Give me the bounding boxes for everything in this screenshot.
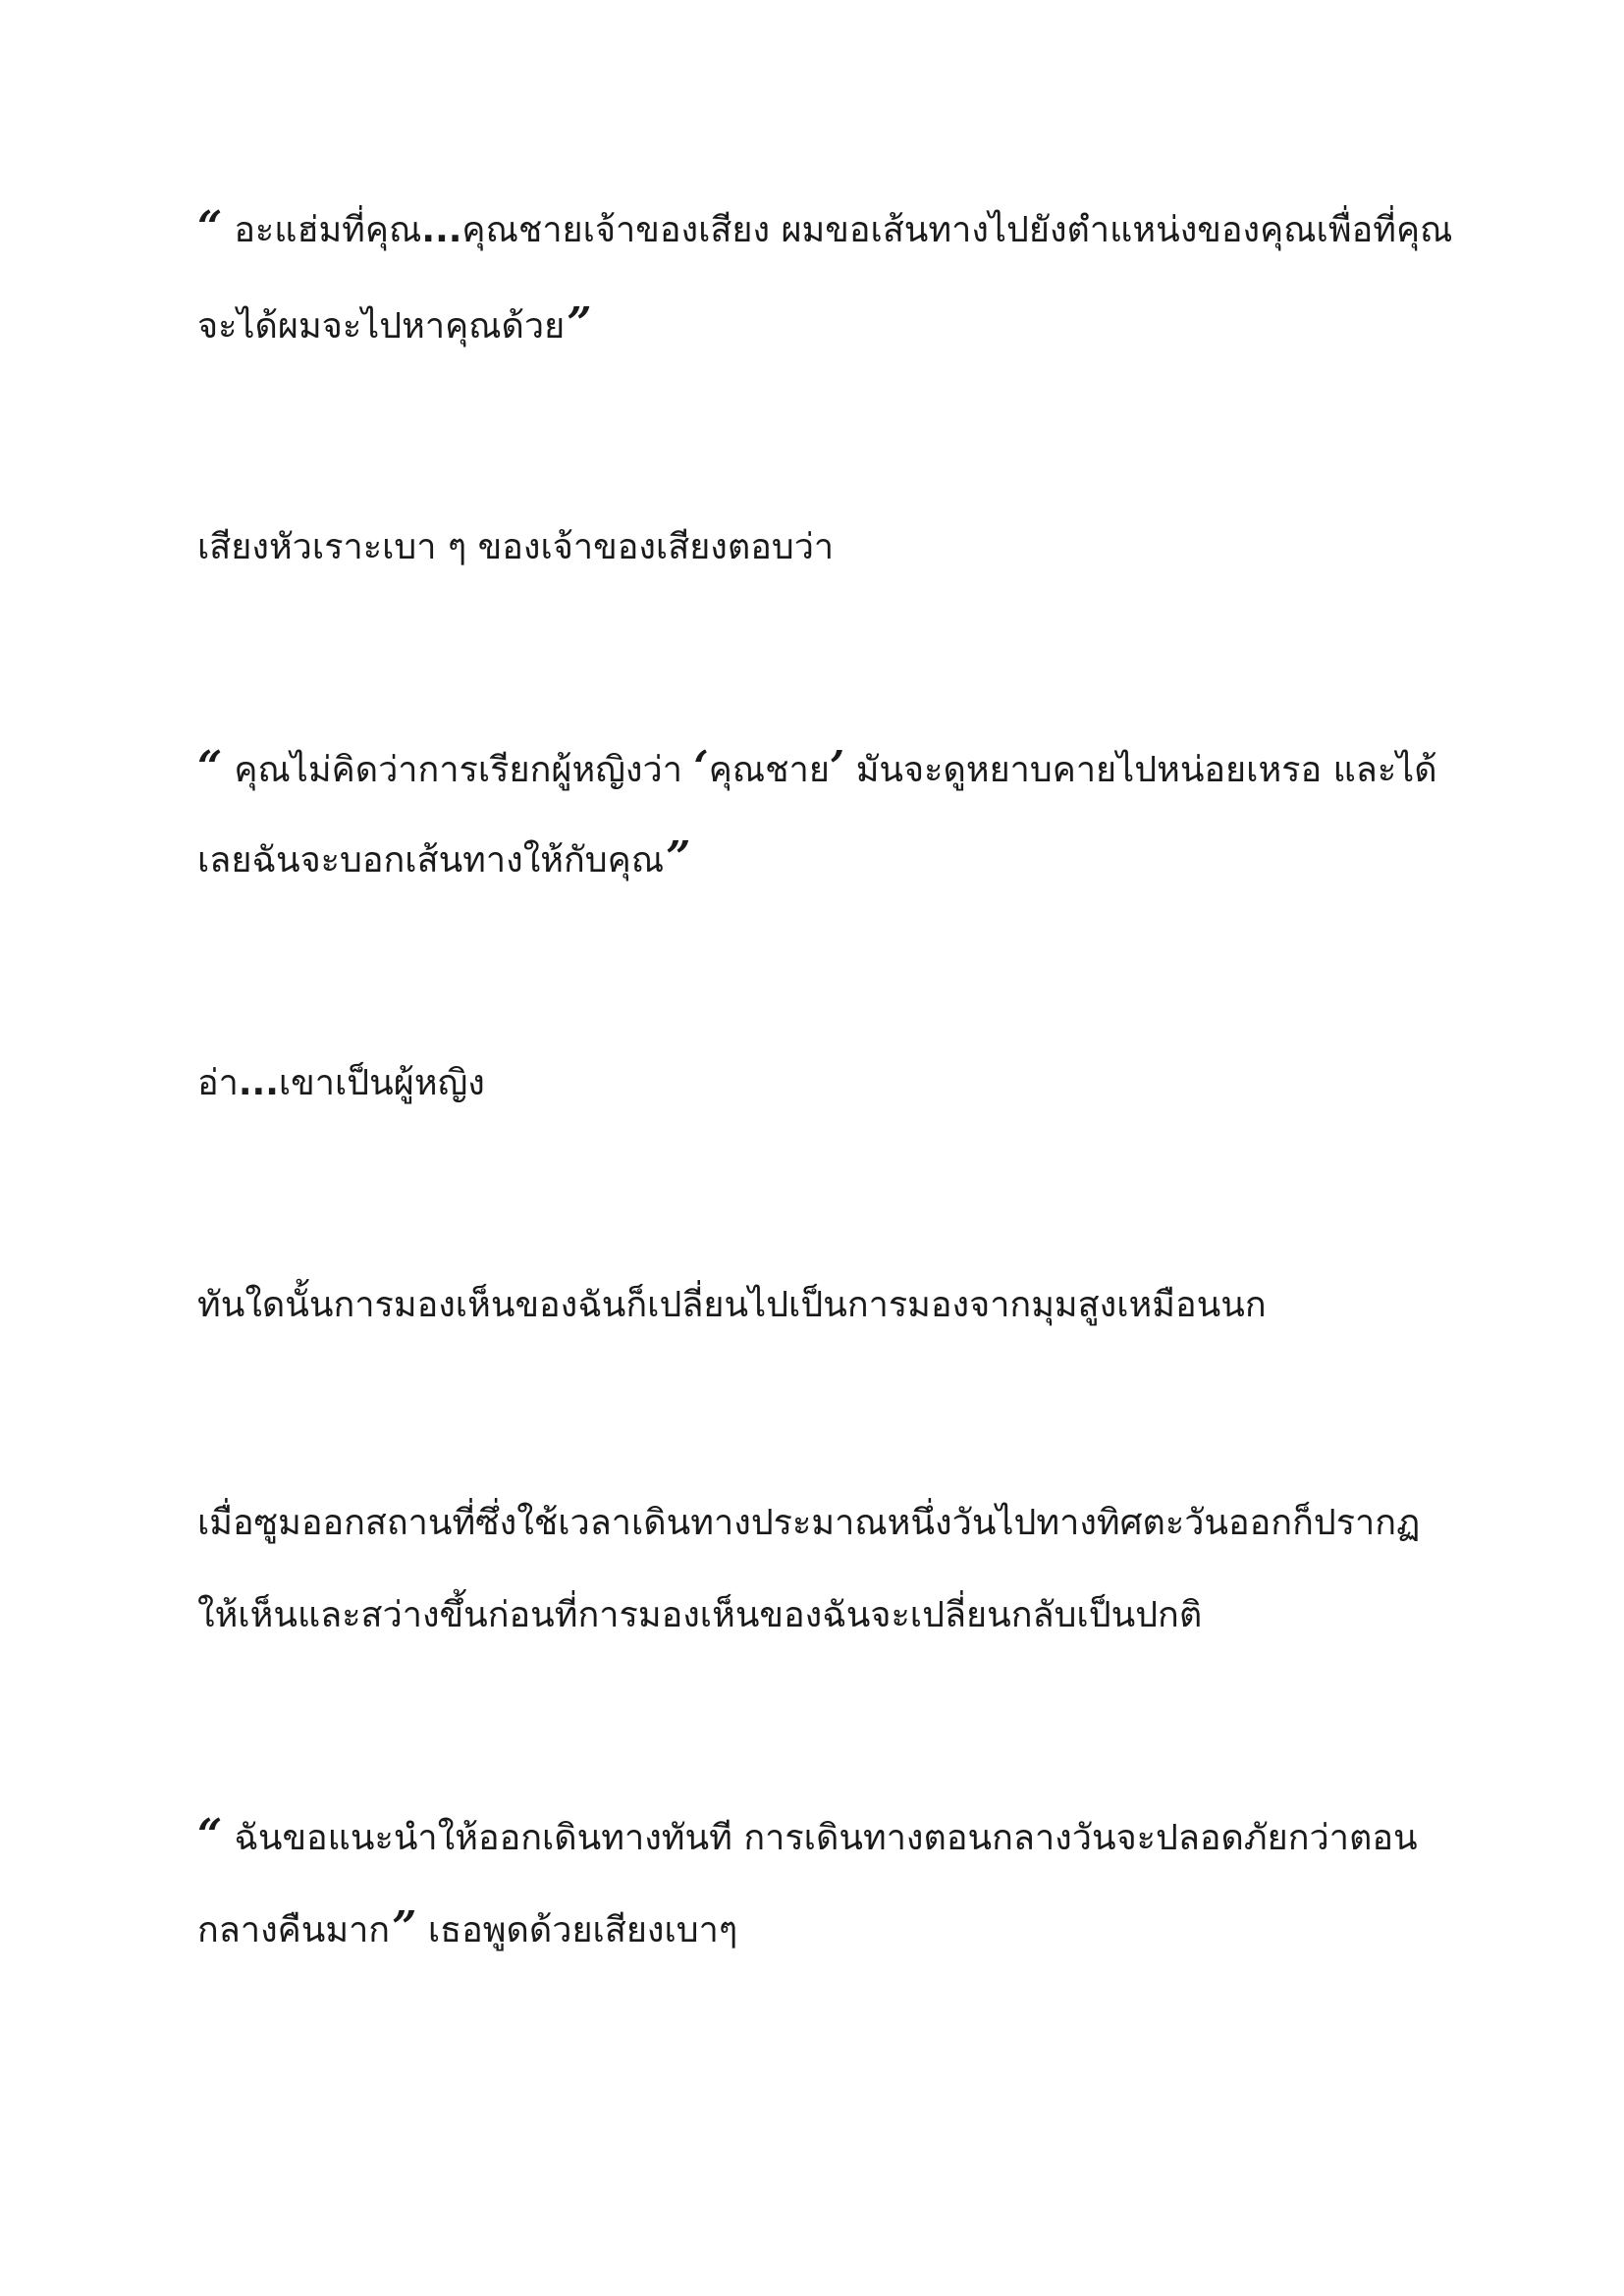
close-quote: ” xyxy=(666,832,691,882)
paragraph-4-line-1 xyxy=(197,1060,485,1107)
paragraph-1-line-2 xyxy=(197,300,592,350)
text-segment: เมื่อซูมออกสถานที่ซึ่งใช้เวลาเดินทางประมาณหนึ่งวันไปทางทิศตะวันออกก็ปรากฏ xyxy=(197,1503,1421,1543)
text-segment: เขาเป็นผู้หญิง xyxy=(278,1063,485,1103)
close-quote: ” xyxy=(392,1902,417,1952)
ellipsis: ... xyxy=(421,210,462,250)
text-segment: อ่า xyxy=(197,1063,239,1103)
text-segment: เสียงหัวเราะเบา ๆ ของเจ้าของเสียงตอบว่า xyxy=(197,527,835,567)
text-segment: ฉันขอแนะนำให้ออกเดินทางทันที การเดินทางตอนกลางวันจะปลอดภัยกว่าตอน xyxy=(234,1818,1418,1858)
paragraph-5-line-1 xyxy=(197,1282,1267,1329)
text-segment: ทันใดนั้นการมองเห็นของฉันก็เปลี่ยนไปเป็นการมองจากมุมสูงเหมือนนก xyxy=(197,1285,1267,1325)
paragraph-6-line-1 xyxy=(197,1500,1420,1547)
text-segment: อะแฮ่มที่คุณ xyxy=(234,210,422,250)
text-segment: คุณชายเจ้าของเสียง ผมขอเส้นทางไปยังตำแหน่งของคุณเพื่อที่คุณ xyxy=(461,210,1453,250)
close-quote: ” xyxy=(567,298,592,348)
paragraph-7-line-2 xyxy=(197,1904,737,1954)
text-segment: คุณไม่คิดว่าการเรียกผู้หญิงว่า xyxy=(234,750,682,790)
paragraph-3-line-1 xyxy=(197,744,1437,794)
open-quote: “ xyxy=(197,202,223,252)
text-segment: มันจะดูหยาบคายไปหน่อยเหรอ และได้ xyxy=(855,750,1437,790)
paragraph-2-line-1 xyxy=(197,524,834,571)
ellipsis: ... xyxy=(238,1063,279,1103)
paragraph-7-line-1 xyxy=(197,1812,1418,1862)
text-segment: เลยฉันจะบอกเส้นทางให้กับคุณ xyxy=(197,840,665,881)
text-segment: จะได้ผมจะไปหาคุณด้วย xyxy=(197,306,566,347)
inner-close-quote: ’ xyxy=(829,742,845,792)
open-quote: “ xyxy=(197,742,223,792)
open-quote: “ xyxy=(197,1810,223,1860)
paragraph-6-line-2 xyxy=(197,1592,1202,1639)
inner-open-quote: ‘ xyxy=(693,742,709,792)
text-segment: เธอพูดด้วยเสียงเบาๆ xyxy=(427,1910,738,1950)
text-segment: กลางคืนมาก xyxy=(197,1910,391,1950)
text-segment: ให้เห็นและสว่างขึ้นก่อนที่การมองเห็นของฉันจะเปลี่ยนกลับเป็นปกติ xyxy=(197,1595,1203,1635)
paragraph-1-line-1 xyxy=(197,204,1452,254)
text-segment: คุณชาย xyxy=(708,750,830,790)
paragraph-3-line-2 xyxy=(197,834,690,884)
